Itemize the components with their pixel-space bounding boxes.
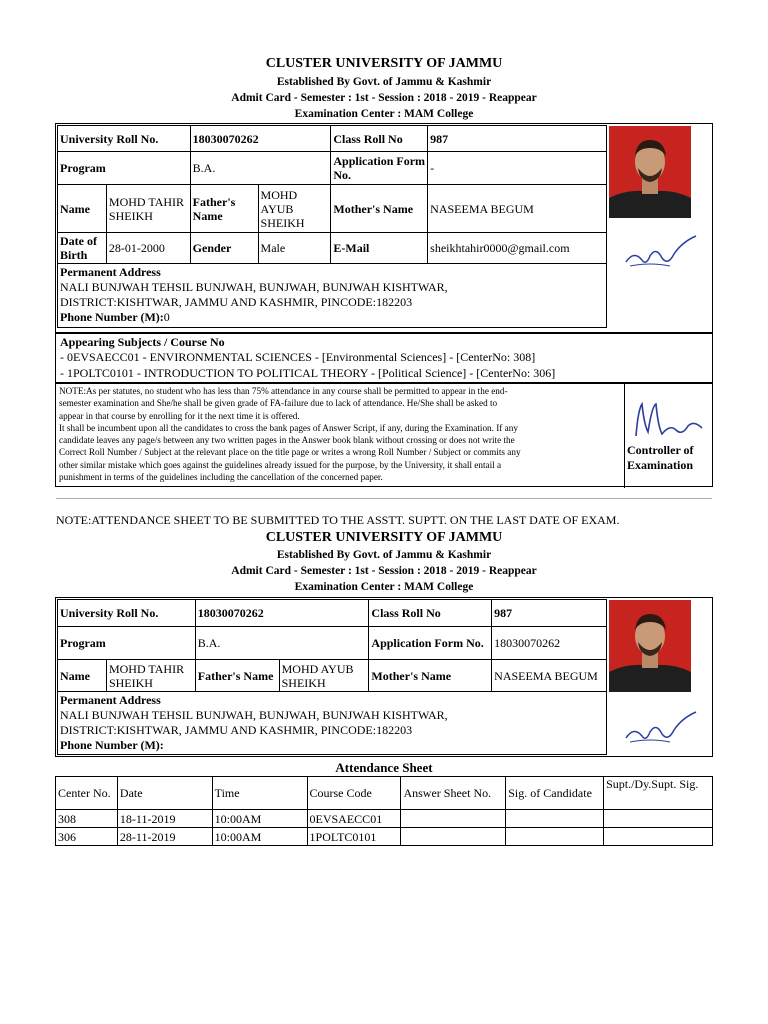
cell-date: 18-11-2019 (117, 810, 212, 828)
note-text (59, 385, 627, 483)
value-mother: NASEEMA BEGUM (492, 660, 607, 692)
card2-details-table (57, 599, 607, 755)
attendance-note: NOTE:ATTENDANCE SHEET TO BE SUBMITTED TO THE ASSTT. SUPTT. ON THE LAST DATE OF EXAM. (56, 513, 620, 527)
label-father: Father's Name (195, 660, 279, 692)
address-block (58, 692, 607, 755)
note-block (55, 383, 713, 487)
value-class-roll: 987 (428, 126, 607, 152)
controller-signature (630, 396, 710, 444)
card2-admit-line: Admit Card - Semester : 1st - Session : 2018 - 2019 - Reappear (231, 565, 537, 577)
card1-center: Examination Center : MAM College (294, 108, 474, 120)
value-father: MOHD AYUB SHEIKH (279, 660, 369, 692)
candidate-signature (620, 702, 700, 752)
attendance-header: Course Code (307, 777, 401, 810)
value-app-form: - (428, 152, 607, 185)
label-app-form: Application Form No. (369, 627, 492, 660)
note-line: punishment in terms of the guidelines including the cancellation of the concerned paper. (59, 472, 383, 483)
label-program: Program (58, 152, 191, 185)
section-divider (56, 498, 712, 499)
value-dob: 28-01-2000 (106, 233, 190, 264)
address-block (58, 264, 607, 328)
label-phone: Phone Number (M): (60, 738, 164, 752)
subject-item: - 0EVSAECC01 - ENVIRONMENTAL SCIENCES - [Environmental Sciences] - [CenterNo: 308] (60, 350, 536, 364)
label-address: Permanent Address (60, 693, 161, 707)
card1-established: Established By Govt. of Jammu & Kashmir (276, 76, 492, 88)
value-phone: 0 (163, 310, 170, 324)
note-line: appear in that course by enrolling for it the next time it is offered. (59, 410, 300, 421)
value-app-form: 18030070262 (492, 627, 607, 660)
attendance-header: Center No. (56, 777, 118, 810)
cell-answer-sheet (401, 828, 506, 846)
cell-date: 28-11-2019 (117, 828, 212, 846)
label-father: Father's Name (190, 185, 258, 233)
label-univ-roll: University Roll No. (58, 126, 191, 152)
label-phone: Phone Number (M): (60, 310, 164, 324)
value-program: B.A. (190, 152, 331, 185)
label-app-form: Application Form No. (331, 152, 428, 185)
label-email: E-Mail (331, 233, 428, 264)
card1-title: CLUSTER UNIVERSITY OF JAMMU (265, 56, 503, 71)
cell-sig-candidate (506, 810, 604, 828)
cell-sig-supt (604, 828, 713, 846)
card1-details-table (57, 125, 607, 328)
value-father: MOHD AYUB SHEIKH (258, 185, 331, 233)
value-program: B.A. (195, 627, 369, 660)
value-email: sheikhtahir0000@gmail.com (428, 233, 607, 264)
label-subjects: Appearing Subjects / Course No (60, 335, 225, 349)
attendance-header: Time (212, 777, 307, 810)
label-address: Permanent Address (60, 265, 161, 279)
note-line: candidate leaves any page/s between any two written pages in the Answer book blank without crossing or does not write the (59, 435, 515, 446)
controller-label: Controller of Examination (627, 443, 694, 472)
attendance-header: Date (117, 777, 212, 810)
attendance-title: Attendance Sheet (335, 760, 433, 775)
note-line: other similar mistake which goes against the guidelines already issued for the purpose, by the University, it shall entail a (59, 459, 502, 470)
candidate-signature (620, 226, 700, 276)
card2-center: Examination Center : MAM College (294, 581, 474, 593)
value-name: MOHD TAHIR SHEIKH (106, 660, 195, 692)
value-address-line1: NALI BUNJWAH TEHSIL BUNJWAH, BUNJWAH, BUNJWAH KISHTWAR, (60, 280, 448, 294)
label-name: Name (58, 185, 107, 233)
card2-established: Established By Govt. of Jammu & Kashmir (276, 549, 492, 561)
subject-item: - 1POLTC0101 - INTRODUCTION TO POLITICAL THEORY - [Political Science] - [CenterNo: 306] (60, 366, 556, 380)
attendance-header: Answer Sheet No. (401, 777, 506, 810)
note-line: It shall be incumbent upon all the candidates to cross the bank pages of Answer Script, if any, during the Examination. If any (59, 422, 518, 433)
candidate-photo (609, 600, 691, 692)
cell-sig-candidate (506, 828, 604, 846)
attendance-header: Supt./Dy.Supt. Sig. (604, 777, 713, 810)
value-name: MOHD TAHIR SHEIKH (106, 185, 190, 233)
value-mother: NASEEMA BEGUM (428, 185, 607, 233)
card1-admit-line: Admit Card - Semester : 1st - Session : 2018 - 2019 - Reappear (231, 92, 537, 104)
cell-course: 1POLTC0101 (307, 828, 401, 846)
label-univ-roll: University Roll No. (58, 600, 196, 627)
label-mother: Mother's Name (369, 660, 492, 692)
value-univ-roll: 18030070262 (190, 126, 331, 152)
attendance-table (55, 776, 713, 846)
table-row (56, 828, 713, 846)
cell-center: 308 (56, 810, 118, 828)
note-line: NOTE:As per statutes, no student who has less than 75% attendance in any course shall be permitted to appear in the end- (59, 386, 508, 396)
label-mother: Mother's Name (331, 185, 428, 233)
value-address-line2: DISTRICT:KISHTWAR, JAMMU AND KASHMIR, PINCODE:182203 (60, 295, 413, 309)
label-class-roll: Class Roll No (331, 126, 428, 152)
label-program: Program (58, 627, 196, 660)
card2-title: CLUSTER UNIVERSITY OF JAMMU (265, 530, 503, 545)
candidate-photo (609, 126, 691, 218)
value-univ-roll: 18030070262 (195, 600, 369, 627)
cell-sig-supt (604, 810, 713, 828)
note-divider (624, 384, 625, 488)
subjects-block (55, 333, 713, 383)
label-dob: Date of Birth (58, 233, 107, 264)
label-gender: Gender (190, 233, 258, 264)
cell-time: 10:00AM (212, 810, 307, 828)
note-line: Correct Roll Number / Subject at the relevant place on the title page or writes a wrong Roll Number / Subject or commits any (59, 447, 521, 458)
value-class-roll: 987 (492, 600, 607, 627)
cell-answer-sheet (401, 810, 506, 828)
cell-center: 306 (56, 828, 118, 846)
note-line: semester examination and She/he shall be given grade of FA-failure due to lack of attendance. He/She shall be asked to (59, 398, 498, 409)
value-address-line2: DISTRICT:KISHTWAR, JAMMU AND KASHMIR, PINCODE:182203 (60, 723, 413, 737)
table-row (56, 810, 713, 828)
value-gender: Male (258, 233, 331, 264)
cell-time: 10:00AM (212, 828, 307, 846)
label-class-roll: Class Roll No (369, 600, 492, 627)
attendance-header: Sig. of Candidate (506, 777, 604, 810)
value-address-line1: NALI BUNJWAH TEHSIL BUNJWAH, BUNJWAH, BUNJWAH KISHTWAR, (60, 708, 448, 722)
cell-course: 0EVSAECC01 (307, 810, 401, 828)
label-name: Name (58, 660, 107, 692)
